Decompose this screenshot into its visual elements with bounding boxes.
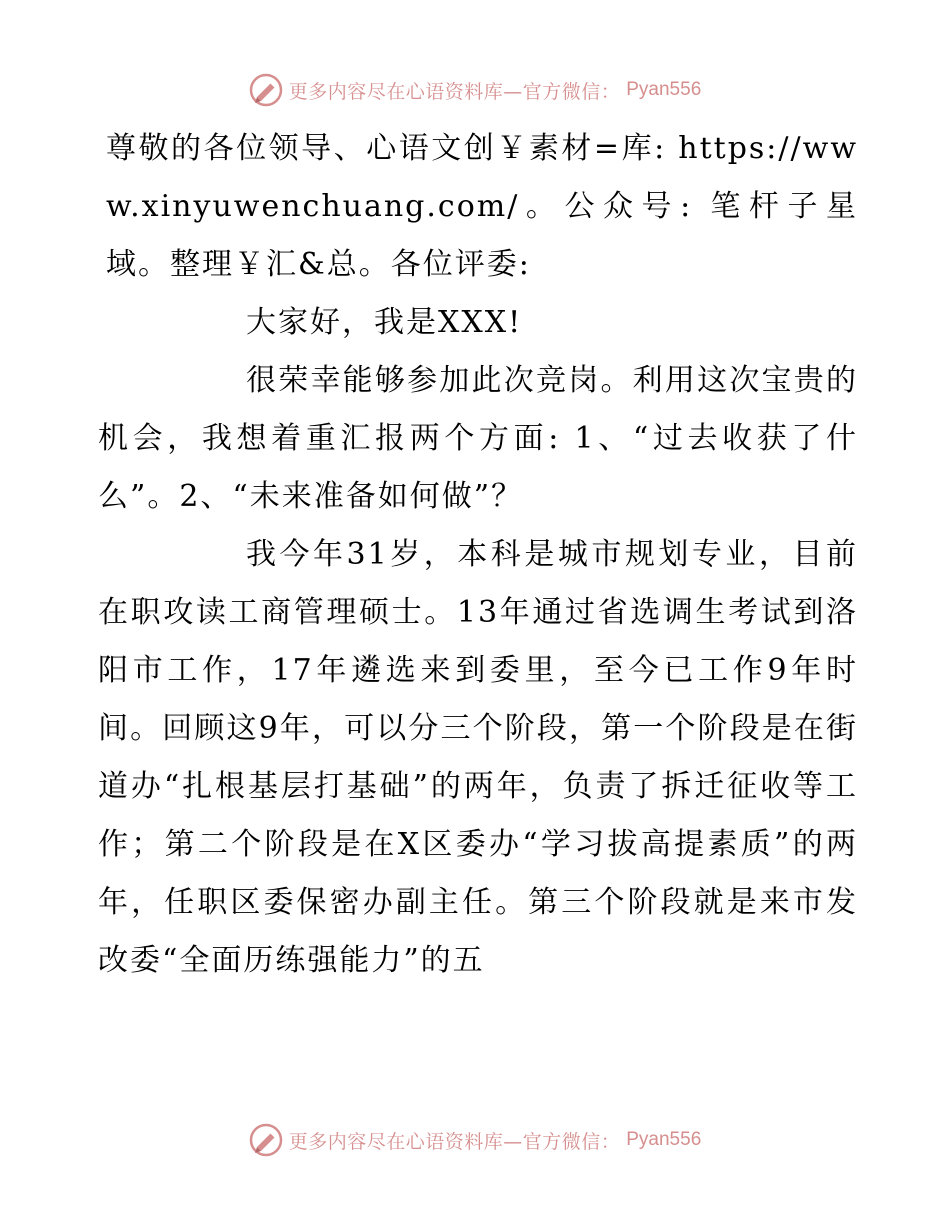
- salutation-paragraph: 尊敬的各位领导、心语文创￥素材=库: https://www.xinyuwenchuang.com/。公众号: 笔杆子星域。整理￥汇&总。各位评委:: [106, 131, 858, 282]
- document-body: [98, 120, 858, 990]
- header-watermark-banner: [0, 70, 950, 110]
- banner-text: 更多内容尽在心语资料库—官方微信：: [288, 80, 621, 103]
- footer-watermark-banner: [0, 1120, 950, 1160]
- background-paragraph: 我今年31岁，本科是城市规划专业，目前在职攻读工商管理硕士。13年通过省选调生考试到洛阳市工作，17年遴选来到委里，至今已工作9年时间。回顾这9年，可以分三个阶段，第一个阶段是在街道办“扎根基层打基础”的两年，负责了拆迁征收等工作；第二个阶段是在X区委办“学习拔高提素质”的两年，任职区委保密办副主任。第三个阶段就是来市发改委“全面历练强能力”的五: [98, 537, 858, 978]
- banner-handle: Pyan556: [626, 79, 702, 100]
- pen-logo-icon: [249, 73, 283, 107]
- banner-handle: Pyan556: [626, 1129, 702, 1150]
- banner-text: 更多内容尽在心语资料库—官方微信：: [288, 1130, 621, 1153]
- pen-logo-icon: [249, 1123, 283, 1157]
- greeting-paragraph: 大家好，我是XXX!: [246, 305, 523, 340]
- intro-paragraph: 很荣幸能够参加此次竞岗。利用这次宝贵的机会，我想着重汇报两个方面: 1、“过去收获了什么”。2、“未来准备如何做”？: [98, 363, 858, 514]
